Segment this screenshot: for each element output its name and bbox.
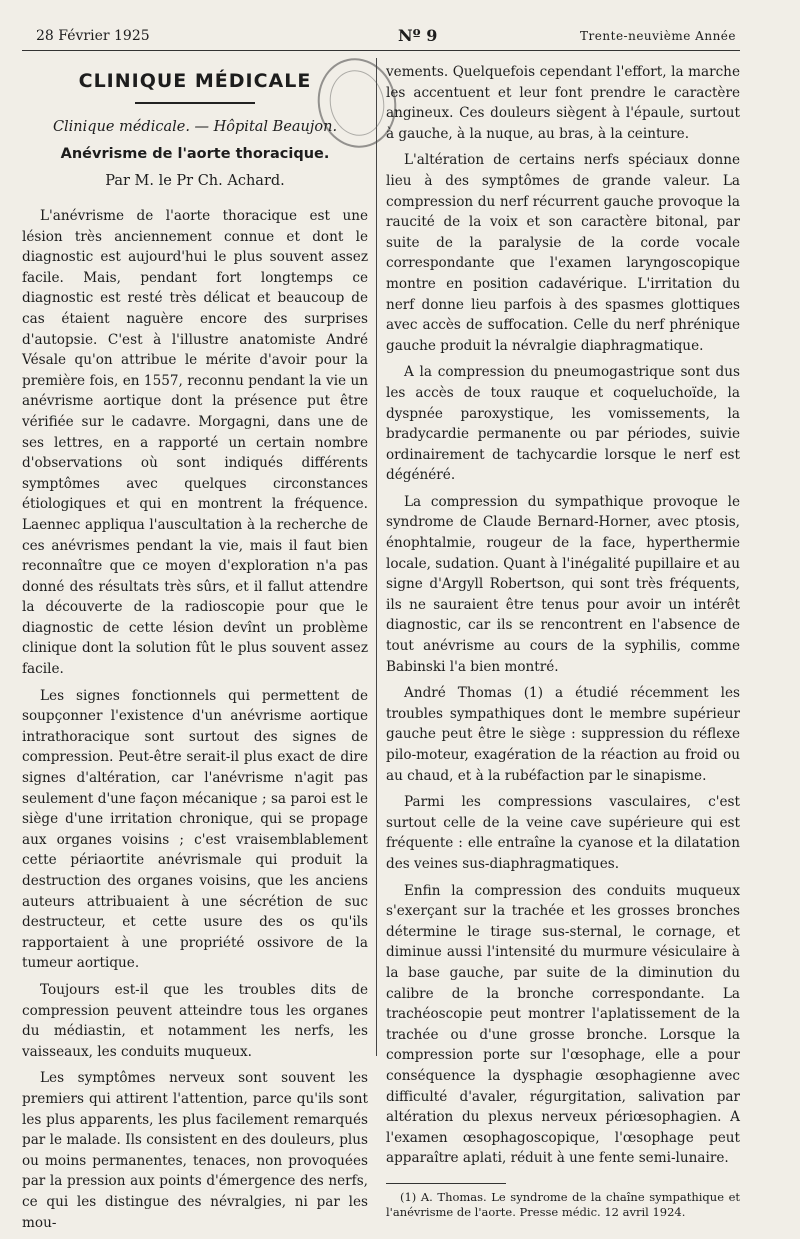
service-line: Clinique médicale. — Hôpital Beaujon. (52, 119, 338, 135)
paragraph: A la compression du pneumogastrique sont dus les accès de toux rauque et coqueluchoïde, la dyspnée paroxystique, les vomissements, la bradycardie permanente ou par périodes, suivie ordinairement de tachycardie lorsque le nerf est dégénéré. (386, 364, 740, 484)
article-title: Anévrisme de l'aorte thoracique. (60, 146, 330, 162)
issue-number: Nº 9 (398, 26, 438, 45)
paragraph: L'anévrisme de l'aorte thoracique est une lésion très anciennement connue et dont le diagnostic est aujourd'hui le plus souvent assez facile. Mais, pendant fort longtemps ce diagnostic est resté très délicat et beaucoup de cas étaient naguère encore des surprises d'autopsie. C'est à l'illustre anatomiste André Vésale qu'on attribue le mérite d'avoir pour la première fois, en 1557, reconnu pendant la vie un anévrisme aortique dont la présence put être vérifiée sur le cadavre. Morgagni, dans une de ses lettres, en a rapporté un certain nombre d'observations où sont indiqués différents symptômes avec quelques circonstances étiologiques et qui en montrent la fréquence. Laennec appliqua l'auscultation à la recherche de ces anévrismes pendant la vie, mais il faut bien reconnaître que ce moyen d'exploration n'a pas donné des résultats très sûrs, et il fallut attendre la découverte de la radioscopie pour que le diagnostic de cette lésion devînt un problème clinique dont la solution fût le plus souvent assez facile. (22, 208, 368, 678)
footnote-rule (386, 1183, 506, 1184)
footnote: (1) A. Thomas. Le syndrome de la chaîne sympathique et l'anévrisme de l'aorte. Presse médic. 12 avril 1924. (386, 1189, 740, 1219)
issue-date: 28 Février 1925 (36, 28, 150, 44)
paragraph: Toujours est-il que les troubles dits de compression peuvent atteindre tous les organes du médiastin, et notamment les nerfs, les vaisseaux, les conduits muqueux. (22, 981, 368, 1060)
left-column (22, 62, 368, 1239)
paragraph: Parmi les compressions vasculaires, c'est surtout celle de la veine cave supérieure qui est fréquente : elle entraîne la cyanose et la dilatation des veines sus-diaphragmatiques. (386, 794, 740, 872)
paragraph: La compression du sympathique provoque le syndrome de Claude Bernard-Horner, avec ptosis, énophtalmie, rougeur de la face, hyperthermie locale, sudation. Quant à l'inégalité pupillaire et au signe d'Argyll Robertson, qui sont très fréquents, ils ne sauraient être tenus pour avoir un intérêt diagnostic, car ils se rencontrent en l'absence de tout anévrisme au cours de la syphilis, comme Babinski l'a bien montré. (386, 493, 740, 675)
column-divider (376, 58, 377, 1056)
volume-year: Trente-neuvième Année (580, 29, 736, 43)
paragraph: André Thomas (1) a étudié récemment les troubles sympathiques dont le membre supérieur gauche peut être le siège : suppression du réflexe pilo-moteur, exagération de la réaction au froid ou au chaud, et à la rubéfaction par le sinapisme. (386, 685, 740, 784)
paragraph: Enfin la compression des conduits muqueux s'exerçant sur la trachée et les grosses bronches détermine le tirage sus-sternal, le cornage, et diminue aussi l'intensité du murmure vésiculaire à la base gauche, par suite de la diminution du calibre de la bronche correspondante. La trachéoscopie peut montrer l'aplatissement de la trachée ou d'une grosse bronche. Lorsque la compression porte sur l'œsophage, elle a pour conséquence la dysphagie œsophagienne avec difficulté d'avaler, régurgitation, salivation par altération du plexus nerveux périœsophagien. A l'examen œsophagoscopique, l'œsophage peut apparaître aplati, réduit à une fente semi-lunaire. (386, 882, 740, 1167)
paragraph-continuation: vements. Quelquefois cependant l'effort, la marche les accentuent et leur font prendre le caractère angineux. Ces douleurs siègent à l'épaule, surtout à gauche, à la nuque, au bras, à la ceinture. (386, 64, 740, 142)
header-rule (22, 50, 740, 51)
author-line: Par M. le Pr Ch. Achard. (105, 173, 285, 189)
page-header (36, 28, 736, 46)
paragraph: Les signes fonctionnels qui permettent de soupçonner l'existence d'un anévrisme aortique intrathoracique sont surtout des signes de compression. Peut-être serait-il plus exact de dire signes d'altération, car l'anévrisme n'agit pas seulement d'une façon mécanique ; sa paroi est le siège d'une irritation chronique, qui se propage aux organes voisins ; c'est vraisemblablement cette périaortite anévrismale qui produit la destruction des organes voisins, que les anciens auteurs attribuaient à une sécrétion de suc destructeur, et cette usure des os qu'ils rapportaient à une propriété ossivore de la tumeur aortique. (22, 687, 368, 972)
section-title: CLINIQUE MÉDICALE (78, 70, 312, 92)
paragraph: Les symptômes nerveux sont souvent les premiers qui attirent l'attention, parce qu'ils sont les plus apparents, les plus facilement remarqués par le malade. Ils consistent en des douleurs, plus ou moins permanentes, tenaces, non provoquées par la pression aux points d'émergence des nerfs, ce qui les distingue des névralgies, ni par les mou- (22, 1070, 368, 1231)
paragraph: L'altération de certains nerfs spéciaux donne lieu à des symptômes de grande valeur. La compression du nerf récurrent gauche provoque la raucité de la voix et son caractère bitonal, par suite de la paralysie de la corde vocale correspondante que l'examen laryngoscopique montre en position cadavérique. L'irritation du nerf donne lieu parfois à des spasmes glottiques avec accès de suffocation. Celle du nerf phrénique gauche produit la névralgie diaphragmatique. (386, 152, 740, 354)
section-rule (135, 102, 255, 104)
right-column (386, 62, 740, 1220)
